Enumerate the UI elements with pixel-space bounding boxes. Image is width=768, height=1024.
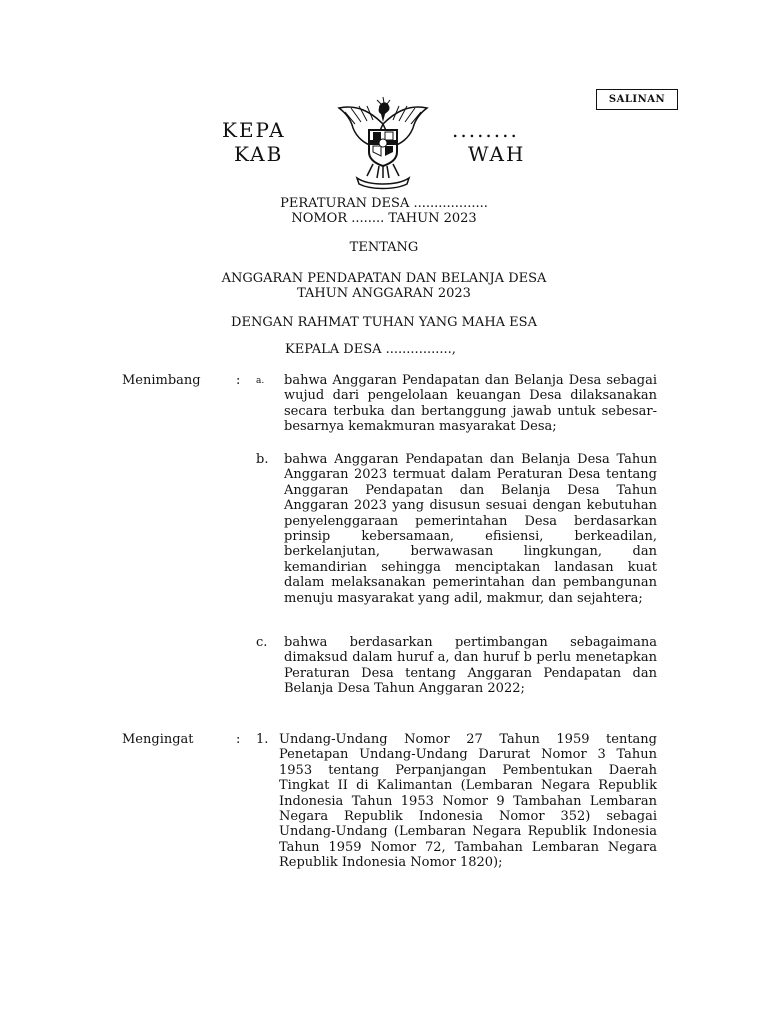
garuda-emblem-icon (333, 94, 433, 190)
header-line2-left: KAB (234, 142, 284, 166)
header-line1-right: ........ (452, 118, 519, 142)
header-line1-left: KEPA (222, 118, 286, 142)
blessing-line: DENGAN RAHMAT TUHAN YANG MAHA ESA (231, 315, 537, 330)
mengingat-marker-1: 1. (256, 732, 269, 747)
regulation-number: NOMOR ........ TAHUN 2023 (291, 211, 477, 226)
mengingat-item-1: Undang-Undang Nomor 27 Tahun 1959 tentang Penetapan Undang-Undang Darurat Nomor 3 Tahun 1953 tentang Perpanjangan Pembentukan Daerah Tingkat II di Kalimantan (Lembaran Negara Republik Indonesia Tahun 1953 Nomor 9 Tambahan Lembaran Negara Republik Indonesia Nomor 352) sebagai Undang-Undang (Lembaran Negara Republik Indonesia Tahun 1959 Nomor 72, Tambahan Lembaran Negara Republik Indonesia Nomor 1820); (279, 732, 657, 871)
menimbang-colon: : (236, 373, 241, 388)
header-line2-right: WAH (468, 142, 526, 166)
salinan-stamp: SALINAN (596, 89, 678, 110)
menimbang-marker-a: a. (256, 376, 265, 386)
mengingat-colon: : (236, 732, 241, 747)
menimbang-marker-c: c. (256, 635, 268, 650)
menimbang-label: Menimbang (122, 373, 201, 388)
about-heading: TENTANG (349, 240, 419, 255)
menimbang-item-a: bahwa Anggaran Pendapatan dan Belanja Desa sebagai wujud dari pengelolaan keuangan Desa dilaksanakan secara terbuka dan bertanggung jawab untuk sebesar-besarnya kemakmuran masyarakat Desa; (284, 373, 657, 435)
mengingat-label: Mengingat (122, 732, 194, 747)
regulation-title: PERATURAN DESA .................. (280, 196, 488, 211)
menimbang-item-c: bahwa berdasarkan pertimbangan sebagaimana dimaksud dalam huruf a, dan huruf b perlu menetapkan Peraturan Desa tentang Anggaran Pendapatan dan Belanja Desa Tahun Anggaran 2022; (284, 635, 657, 697)
subject-line2: TAHUN ANGGARAN 2023 (297, 286, 471, 301)
menimbang-marker-b: b. (256, 452, 269, 467)
authority-line: KEPALA DESA ................, (285, 342, 456, 357)
menimbang-item-b: bahwa Anggaran Pendapatan dan Belanja Desa Tahun Anggaran 2023 termuat dalam Peraturan Desa tentang Anggaran Pendapatan dan Belanja Desa Tahun Anggaran 2023 yang disusun sesuai dengan kebutuhan penyelenggaraan pemerintahan Desa berdasarkan prinsip kebersamaan, efisiensi, berkeadilan, berkelanjutan, berwawasan lingkungan, dan kemandirian sehingga menciptakan landasan kuat dalam melaksanakan pemerintahan dan pembangunan menuju masyarakat yang adil, makmur, dan sejahtera; (284, 452, 657, 606)
subject-line1: ANGGARAN PENDAPATAN DAN BELANJA DESA (221, 271, 547, 286)
